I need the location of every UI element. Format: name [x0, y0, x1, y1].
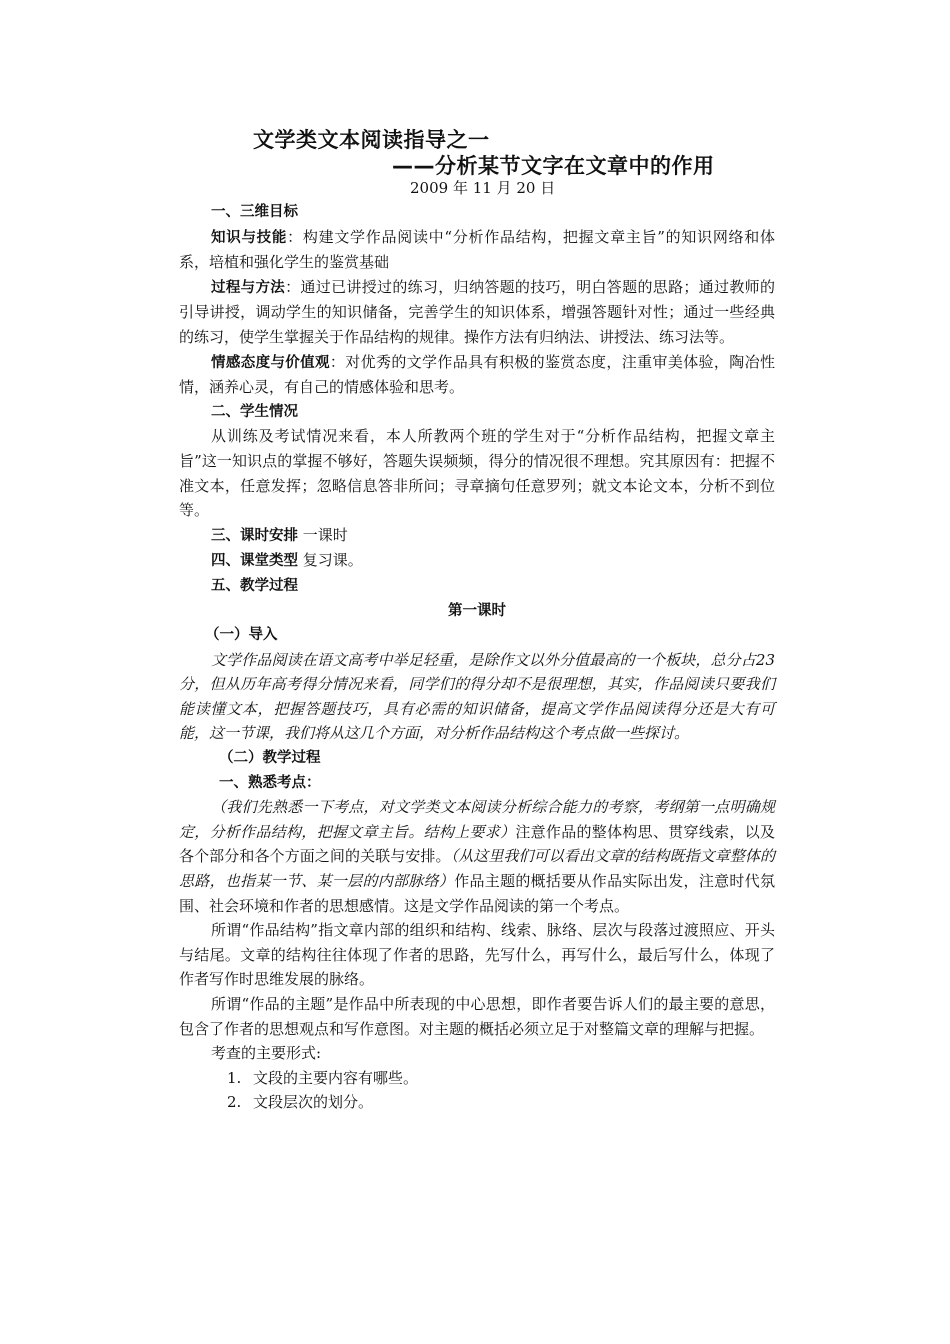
- list-number: 2.: [227, 1093, 242, 1112]
- label-emotion: 情感态度与价值观: [211, 354, 330, 371]
- label-class-type: 四、课堂类型: [211, 553, 298, 570]
- paragraph-emotion: [179, 350, 775, 400]
- section-heading-teaching: 五、教学过程: [211, 577, 298, 594]
- text-exam-point-italic-b: （从这里我们可以看出文章的结构既指文章整体的思路，也指某一节、某一层的内部脉络）: [179, 847, 775, 891]
- section-class-hours: [179, 523, 775, 549]
- section-heading-goals: 一、三维目标: [211, 204, 298, 220]
- paragraph-students: 从训练及考试情况来看，本人所教两个班的学生对于“分析作品结构，把握文章主旨”这一知识点的掌握不够好，答题失误频频，得分的情况很不理想。究其原因有：把握不准文本，任意发挥；忽略信息答非所问；寻章摘句任意罗列；就文本论文本，分析不到位等。: [179, 427, 775, 520]
- value-class-type: 复习课。: [302, 551, 363, 570]
- paragraph-knowledge: [179, 225, 775, 275]
- section-class-type: [179, 548, 775, 574]
- paragraph-process-method: [179, 275, 775, 350]
- text-exam-point-italic-a: （我们先熟悉一下考点，对文学类文本阅读分析综合能力的考察，考纲第一点明确规定，分析作品结构，把握文章主旨。结构上要求）: [179, 798, 775, 841]
- list-number: 1.: [227, 1068, 242, 1087]
- label-process-method: 过程与方法: [211, 279, 286, 296]
- list-text: 文段的主要内容有哪些。: [253, 1068, 419, 1087]
- label-knowledge: 知识与技能: [211, 229, 288, 246]
- list-text: 文段层次的划分。: [253, 1093, 374, 1112]
- paragraph-intro: 文学作品阅读在语文高考中举足轻重，是除作文以外分值最高的一个板块，总分占23 分，但从历年高考得分情况来看，同学们的得分却不是很理想，其实，作品阅读只要我们能读懂文本，把握答题技巧，具有必需的知识储备，提高文学作品阅读得分还是大有可能，这一节课，我们将从这几个方面，对分析作品结构这个考点做一些探讨。: [179, 650, 775, 743]
- label-class-hours: 三、课时安排: [211, 527, 298, 544]
- paragraph-exam-point: [179, 795, 775, 918]
- paragraph-theme: 所谓“作品的主题”是作品中所表现的中心思想，即作者要告诉人们的最主要的意思，包含了作者的思想观点和写作意图。对主题的概括必须立足于对整篇文章的理解与把握。: [179, 995, 775, 1038]
- document-subtitle: ——分析某节文字在文章中的作用: [392, 154, 715, 178]
- document-body: [179, 200, 775, 1115]
- subheading-process: （二）教学过程: [219, 750, 321, 767]
- text-emotion: ：对优秀的文学作品具有积极的鉴赏态度，注重审美体验，陶冶性情，涵养心灵，有自己的情感体验和思考。: [179, 352, 775, 397]
- list-item: [179, 1066, 775, 1091]
- section-heading-students: 二、学生情况: [211, 403, 298, 420]
- subheading-intro: （一）导入: [205, 627, 278, 644]
- document-date: 2009 年 11 月 20 日: [410, 179, 556, 197]
- paragraph-structure: 所谓“作品结构”指文章内部的组织和结构、线索、脉络、层次与段落过渡照应、开头与结尾。文章的结构往往体现了作者的思路，先写什么，再写什么，最后写什么，体现了作者写作时思维发展的脉络。: [179, 921, 775, 989]
- forms-label: 考查的主要形式:: [211, 1044, 322, 1063]
- document-title: 文学类文本阅读指导之一: [253, 128, 490, 152]
- text-exam-point-a: 注意作品的整体构思、贯穿线索，以及各个部分和各个方面之间的关联与安排。: [179, 822, 775, 866]
- value-class-hours: 一课时: [302, 525, 348, 544]
- list-item: [179, 1090, 775, 1115]
- subheading-exam-point: 一、熟悉考点：: [219, 774, 321, 791]
- text-process-method: ：通过已讲授过的练习，归纳答题的技巧，明白答题的思路；通过教师的引导讲授，调动学生的知识储备，完善学生的知识体系，增强答题针对性；通过一些经典的练习，使学生掌握关于作品结构的规律。操作方法有归纳法、讲授法、练习法等。: [179, 277, 776, 346]
- text-knowledge: ：构建文学作品阅读中“分析作品结构，把握文章主旨”的知识网络和体系，培植和强化学生的鉴赏基础: [179, 227, 776, 272]
- text-exam-point-b: 作品主题的概括要从作品实际出发，注意时代氛围、社会环境和作者的思想感情。这是文学作品阅读的第一个考点。: [179, 872, 775, 915]
- lesson-title: 第一课时: [448, 602, 506, 619]
